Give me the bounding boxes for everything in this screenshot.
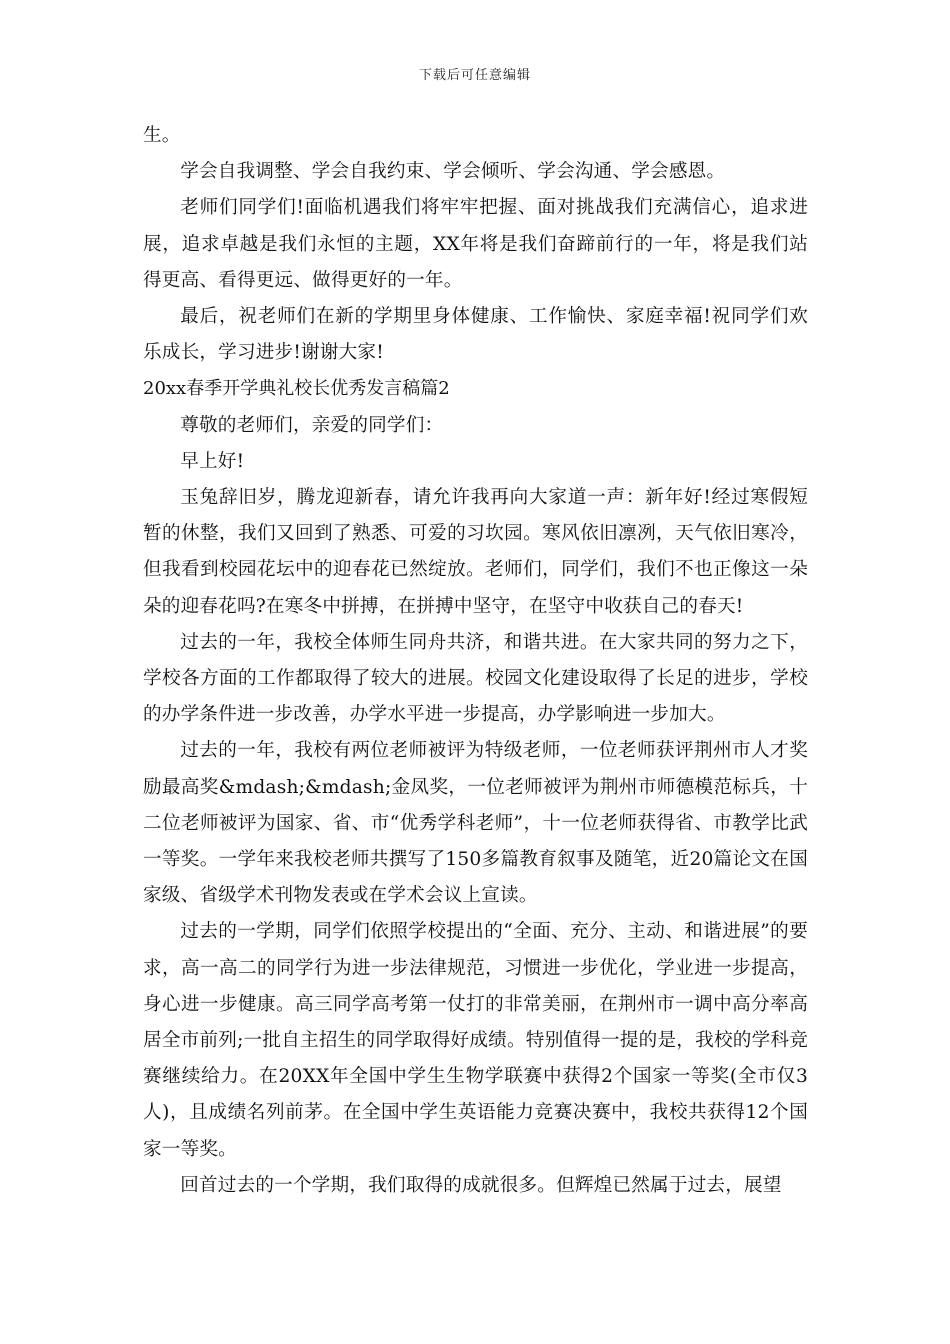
greeting: 早上好! xyxy=(180,450,245,472)
paragraph: 过去的一年，我校有两位老师被评为特级老师，一位老师获评荆州市人才奖励最高奖&mdash;&mdash;金凤奖，一位老师被评为荆州市师德模范标兵，十二位老师被评为国家、省、市“优秀学科老师”，十一位老师获得省、市教学比武一等奖。一学年来我校老师共撰写了150多篇教育叙事及随笔，近20篇论文在国家级、省级学术刊物发表或在学术会议上宣读。 xyxy=(143,740,808,907)
paragraph: 老师们同学们!面临机遇我们将牢牢把握、面对挑战我们充满信心，追求进展，追求卓越是我们永恒的主题，XX年将是我们奋蹄前行的一年，将是我们站得更高、看得更远、做得更好的一年。 xyxy=(143,197,808,291)
paragraph: 玉兔辞旧岁，腾龙迎新春，请允许我再向大家道一声：新年好!经过寒假短暂的休整，我们又回到了熟悉、可爱的习坎园。寒风依旧凛冽，天气依旧寒冷，但我看到校园花坛中的迎春花已然绽放。老师们，同学们，我们不也正像这一朵朵的迎春花吗?在寒冬中拼搏，在拼搏中坚守，在坚守中收获自己的春天! xyxy=(143,487,808,617)
page-header: 下载后可任意编辑 xyxy=(418,68,531,83)
section-heading: 20xx春季开学典礼校长优秀发言稿篇2 xyxy=(143,378,450,400)
paragraph: 回首过去的一个学期，我们取得的成就很多。但辉煌已然属于过去，展望 xyxy=(180,1174,782,1196)
paragraph: 过去的一年，我校全体师生同舟共济，和谐共进。在大家共同的努力之下，学校各方面的工作都取得了较大的进展。校园文化建设取得了长足的进步，学校的办学条件进一步改善，办学水平进一步提高，办学影响进一步加大。 xyxy=(143,631,808,726)
paragraph-continuation: 生。 xyxy=(143,125,181,146)
document-body xyxy=(143,118,808,1204)
paragraph: 过去的一学期，同学们依照学校提出的“全面、充分、主动、和谐进展”的要求，高一高二的同学行为进一步法律规范，习惯进一步优化，学业进一步提高，身心进一步健康。高三同学高考第一仗打的非常美丽，在荆州市一调中高分率高居全市前列;一批自主招生的同学取得好成绩。特别值得一提的是，我校的学科竞赛继续给力。在20XX年全国中学生生物学联赛中获得2个国家一等奖(全市仅3人)，且成绩名列前茅。在全国中学生英语能力竞赛决赛中，我校共获得12个国家一等奖。 xyxy=(143,921,808,1160)
salutation: 尊敬的老师们，亲爱的同学们： xyxy=(180,414,444,436)
paragraph: 学会自我调整、学会自我约束、学会倾听、学会沟通、学会感恩。 xyxy=(180,161,726,183)
paragraph: 最后，祝老师们在新的学期里身体健康、工作愉快、家庭幸福!祝同学们欢乐成长，学习进步!谢谢大家! xyxy=(143,306,808,364)
